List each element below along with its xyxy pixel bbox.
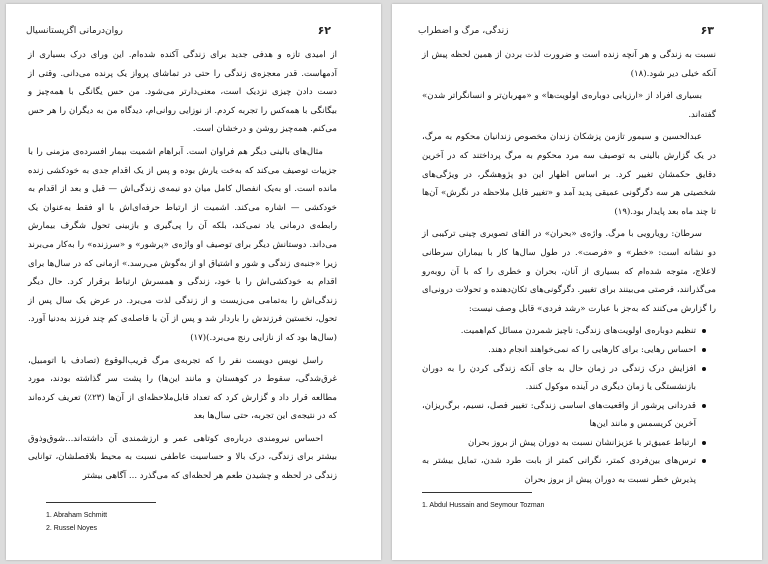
right-page-header [418, 24, 714, 37]
left-paragraph-3: راسل نویس دویست نفر را که تجربه‌ی مرگ قریب‌الوقوع (تصادف با اتومبیل، غرق‌شدگی، سقوط در کوهستان و مانند این‌ها) را پشت سر گذاشته بودند، مورد مطالعه قرار داد و گزارش کرد که تعداد قابل‌ملاحظه‌ای از آن‌ها (۲۳٪) تعریف کرده‌اند که در نتیجه‌ی این تجربه، حتی سال‌ها بعد [28, 355, 338, 422]
left-footnote-rule [46, 502, 156, 503]
left-page-number: ۶۲ [317, 24, 331, 37]
left-paragraph-4: احساس نیرومندی درباره‌ی کوتاهی عمر و ارزشمندی آن داشته‌اند...شوق‌وذوق بیشتر برای زندگی، درک بالا و حساسیت عاطفی نسبت به محیط بلافصلشان، توانایی زندگی در لحظه و چشیدن طعم هر لحظه‌ای که می‌گذرد ... آگاهی بیشتر [28, 433, 337, 482]
left-footnotes [46, 509, 107, 535]
left-page-body [28, 46, 337, 490]
bullet-item: تنظیم دوباره‌ی اولویت‌های زندگی: ناچیز شمردن مسائل کم‌اهمیت. [422, 322, 706, 341]
right-page-number: ۶۳ [700, 24, 714, 37]
right-footnotes [422, 499, 544, 512]
bullet-item: افزایش درک زندگی در زمان حال به جای آنکه زندگی کردن را به دوران بازنشستگی یا زمان دیگری در آینده موکول کنند. [422, 360, 706, 397]
footnote-1: 1. Abraham Schmitt [46, 512, 108, 519]
left-paragraph-1: از امیدی تازه و هدفی جدید برای زندگی آکنده شده‌ام. این ورای درک بسیاری از آدمهاست. قدر معجزه‌ی زندگی را حتی در تماشای پرواز یک پرنده می‌دانی. وقتی از دست دادن چیزی نزدیک است، معنی‌دارتر می‌شود. من حس یگانگی با همه‌چیز و بیگانگی با همه‌کس را تجربه کردم. از نوزایی روانی‌ام، دیدگاه من به دیگران را هر حس می‌کنم. همه‌چیز روشن و درخشان است. [28, 50, 337, 135]
left-paragraph-2: مثال‌های بالینی دیگر هم فراوان است. آبراهام اشمیت بیمار افسرده‌ی مزمنی را با جزییات توصیف می‌کند که به‌خت یارش بوده و پس از یک اقدام جدی به خودکشی زنده مانده است. او به‌یک انفصال کامل میان دو نیمه‌ی زندگی‌اش — قبل و بعد از اقدام به خودکشی — اشاره می‌کند. اشمیت از ارتباط حرفه‌ای‌اش با او فقط به‌عنوان یک رابطه‌ی درمانی یاد نمی‌کند، بلکه آن را پی‌گیری و بازبینی تحول شگرف بیمارش می‌داند. دوستانش دیگر برای توصیف او واژه‌ی «پرشور» و «سرزنده» را به‌کار می‌برند زیرا «جنبه‌ی زندگی و شور و اشتیاق او از به‌گوش می‌رسد.» ازمانی که در سال‌ها برای اقدام به خودکشی‌اش را با خود، زندگی و همسرش ارتباط برقرار کرد. حال دیگر زندگی‌اش را به‌تمامی می‌زیست و از زندگی لذت می‌برد. در عرض یک سال پس از تحول، نخستین فرزندش را باردار شد و پس از آن با فاصله‌ی کم چند فرزند به‌دنیا آورد. (سال‌ها بود که از نازایی رنج می‌برد.)(۱۷) [28, 146, 337, 343]
right-footnote-rule [422, 492, 532, 493]
bullet-item: ارتباط عمیق‌تر با عزیزانشان نسبت به دوران پیش از بروز بحران [422, 434, 706, 453]
right-page [392, 4, 762, 560]
right-page-body [422, 46, 716, 490]
right-paragraph-3: عبدالحسین و سیمور تازمن پزشکان زندان مخصوص زندانیان محکوم به مرگ، در یک گزارش بالینی به توصیف سه مرد محکوم به مرگ پرداختند که در آخرین دقایق حکمشان تغییر کرد. بر اساس اظهار این دو پژوهشگر، در ویژگی‌های شخصیتی هر سه دگرگونی عمیقی پدید آمد و «تغییر قابل ملاحظه در نگرش» آن‌ها تا چند ماه بعد پایدار بود.(۱۹) [422, 132, 716, 217]
right-running-header: زندگی، مرگ و اضطراب [418, 25, 509, 36]
bullet-item: ترس‌های بین‌فردی کمتر، نگرانی کمتر از بابت طرد شدن، تمایل بیشتر به پذیرش خطر نسبت به دوران پیش از بروز بحران [422, 452, 706, 489]
bullet-item: احساس رهایی: برای کارهایی را که نمی‌خواهند انجام دهند. [422, 341, 706, 360]
right-paragraph-2: بسیاری افراد از «ارزیابی دوباره‌ی اولویت‌ها» و «مهربان‌تر و انسانگراتر شدن» گفته‌اند. [422, 91, 716, 120]
left-page-header [26, 24, 331, 37]
right-paragraph-1: نسبت به زندگی و هر آنچه زنده است و ضرورت لذت بردن از همین لحظه پیش از آنکه خیلی دیر شود.(۱۸) [422, 50, 716, 79]
bullet-list [422, 322, 716, 489]
left-running-header: روان‌درمانی اگزیستانسیال [26, 25, 123, 36]
left-page [6, 4, 381, 560]
right-paragraph-4: سرطان: رویارویی با مرگ. واژه‌ی «بحران» در القای تصویری چینی ترکیبی از دو نشانه است: «خطر» و «فرصت». در طول سال‌ها کار با بیماران سرطانی لاعلاج، متوجه شده‌ام که بسیاری از آنان، بحران و خطری را که با آن روبه‌رو می‌گذرانند، فرصتی می‌بینند برای تغییر. دگرگونی‌های تکان‌دهنده و تحولات درونی‌ای را گزارش می‌کنند که به‌جز با عبارت «رشد فردی» قابل وصف نیست: [422, 229, 716, 314]
footnote-1: 1. Abdul Hussain and Seymour Tozman [422, 502, 545, 509]
footnote-2: 2. Russel Noyes [46, 525, 97, 532]
bullet-item: قدردانی پرشور از واقعیت‌های اساسی زندگی: تغییر فصل، نسیم، برگ‌ریزان، آخرین کریسمس و مانند این‌ها [422, 397, 706, 434]
